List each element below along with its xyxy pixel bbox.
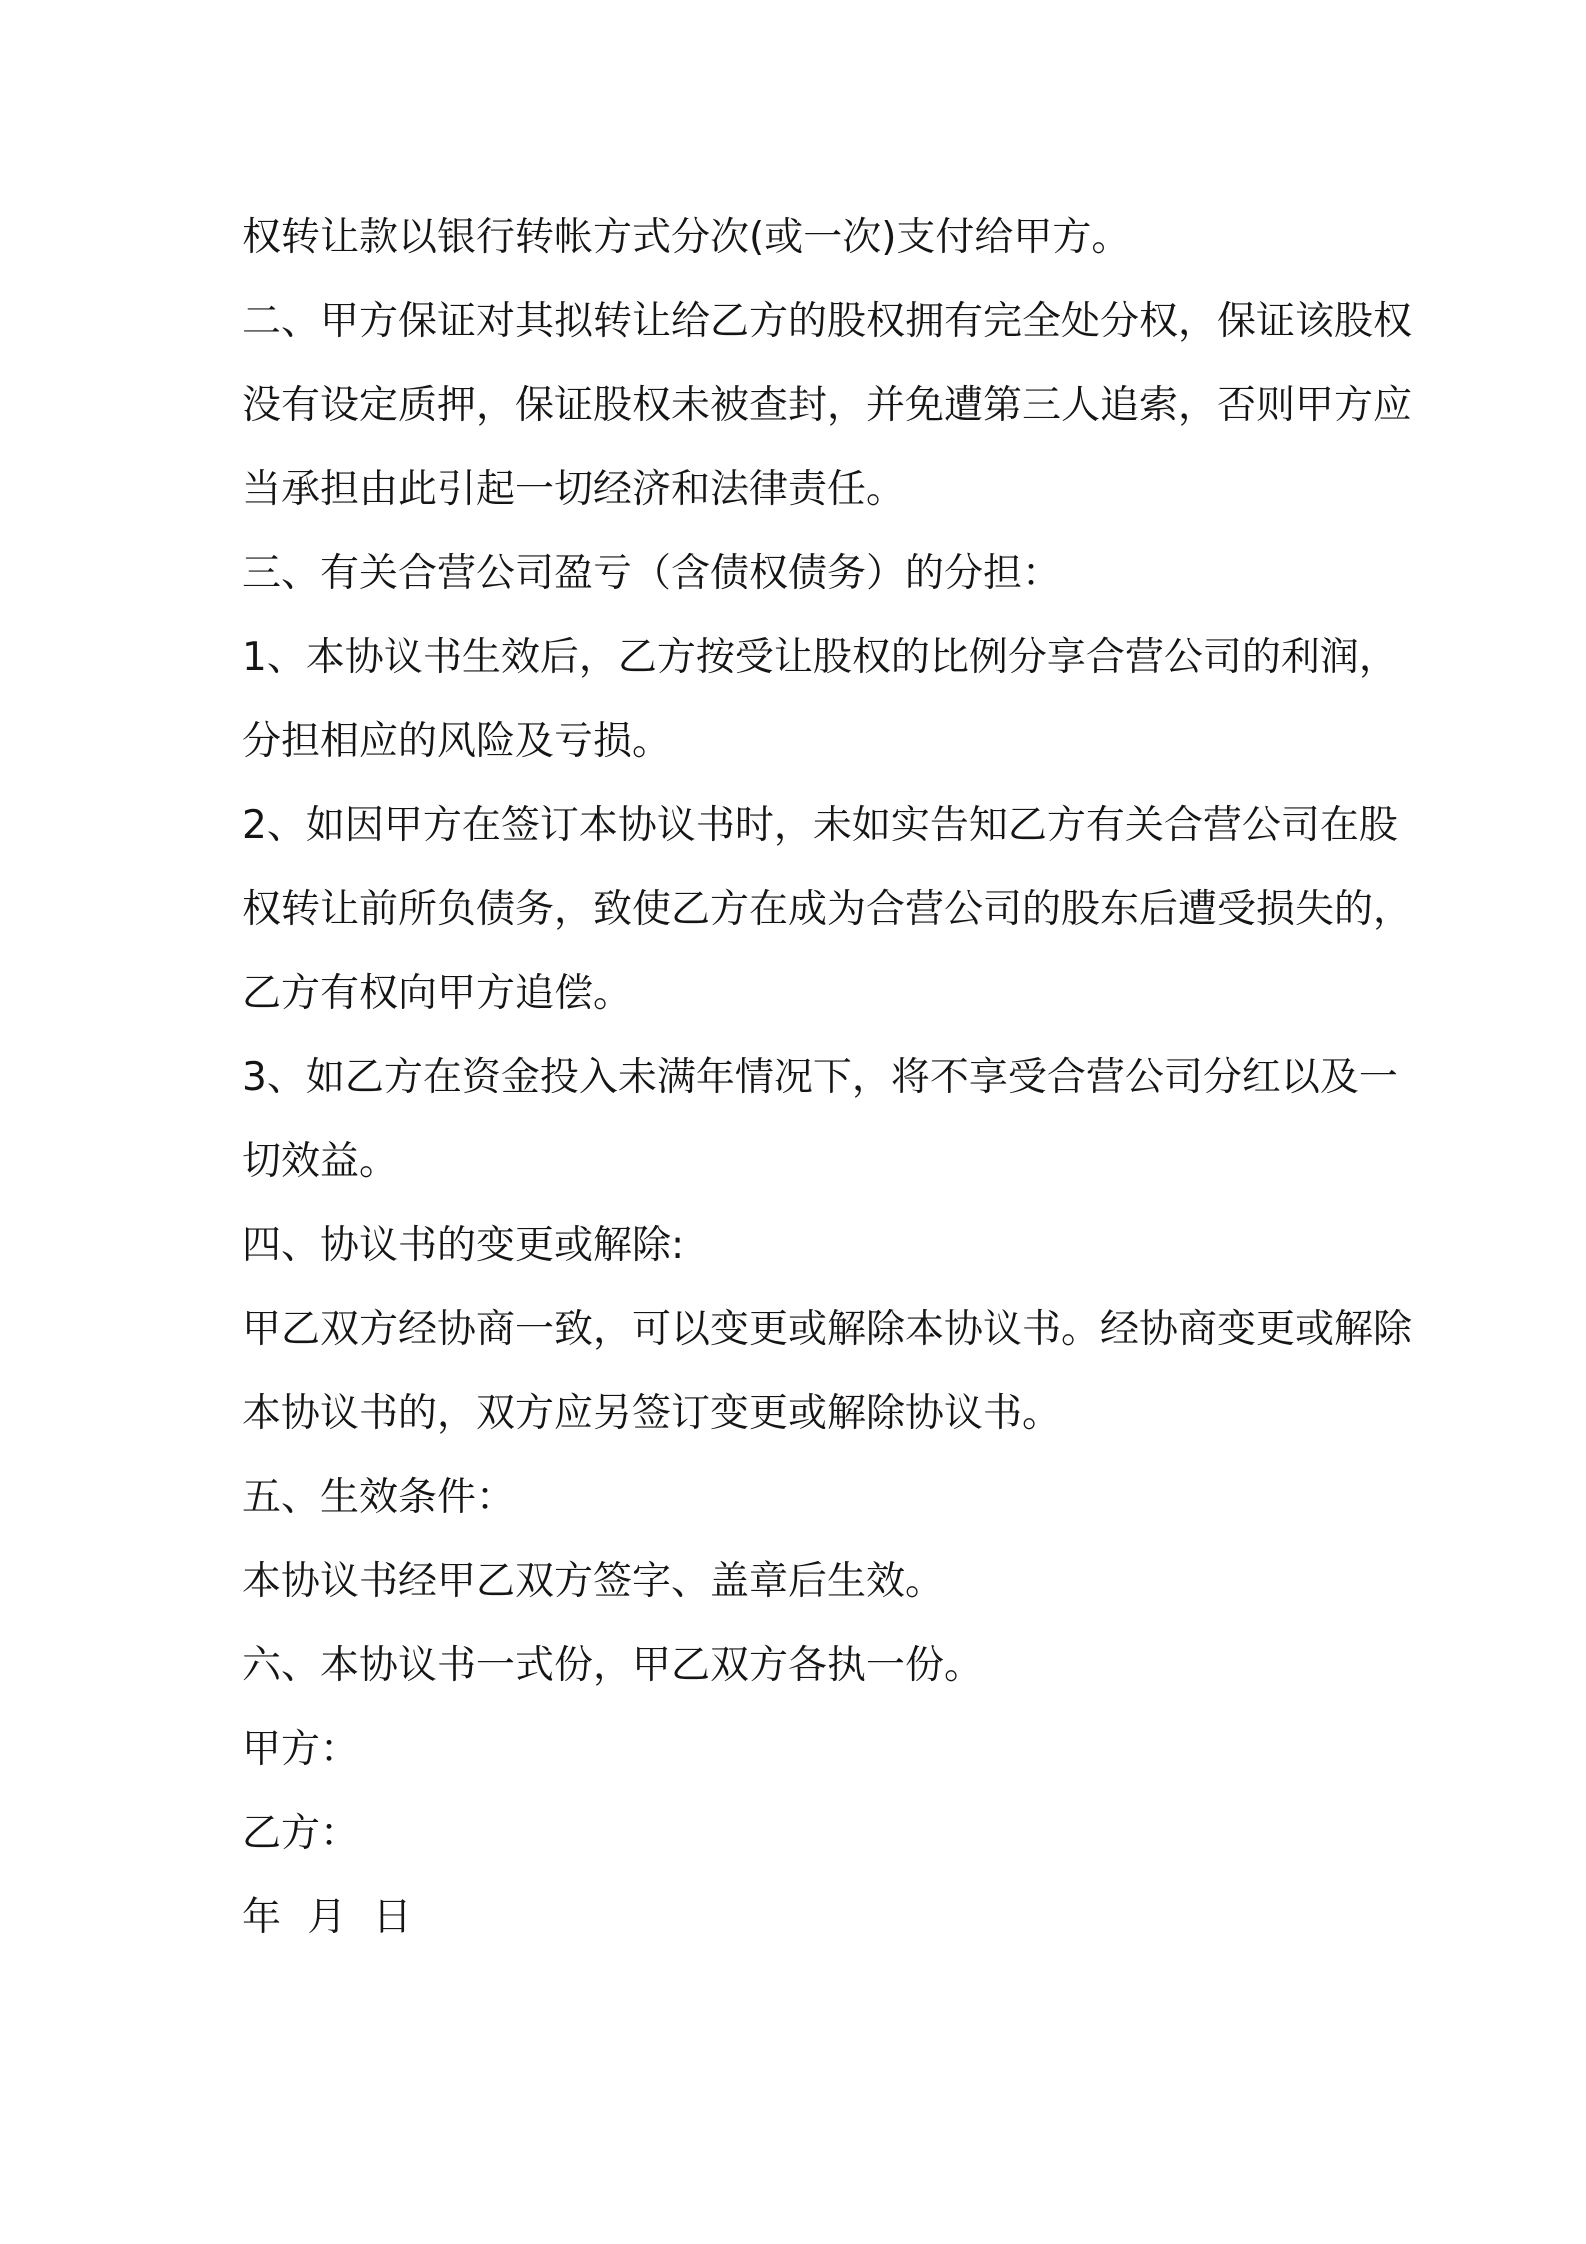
party-b-signature-label: 乙方： [242, 1811, 360, 1856]
text-line: 当承担由此引起一切经济和法律责任。 [242, 467, 906, 512]
text-line: 本协议书经甲乙双方签字、盖章后生效。 [242, 1559, 945, 1604]
section-6-line: 六、本协议书一式份，甲乙双方各执一份。 [242, 1643, 984, 1688]
text-line: 切效益。 [242, 1139, 399, 1184]
section-2-heading-line: 二、甲方保证对其拟转让给乙方的股权拥有完全处分权，保证该股权 [242, 299, 1413, 344]
clause-2-line: 2、如因甲方在签订本协议书时，未如实告知乙方有关合营公司在股 [242, 803, 1398, 848]
text-line: 权转让前所负债务，致使乙方在成为合营公司的股东后遭受损失的， [242, 887, 1413, 932]
document-body [242, 196, 1413, 1960]
clause-3-line: 3、如乙方在资金投入未满年情况下，将不享受合营公司分红以及一 [242, 1055, 1398, 1100]
section-3-heading: 三、有关合营公司盈亏（含债权债务）的分担： [242, 551, 1062, 596]
text-line: 乙方有权向甲方追偿。 [242, 971, 633, 1016]
date-line: 年 月 日 [242, 1895, 412, 1940]
section-5-heading: 五、生效条件： [242, 1475, 516, 1520]
section-4-heading: 四、协议书的变更或解除: [242, 1223, 685, 1268]
clause-1-line: 1、本协议书生效后，乙方按受让股权的比例分享合营公司的利润， [242, 635, 1398, 680]
party-a-signature-label: 甲方： [242, 1727, 360, 1772]
text-line: 本协议书的，双方应另签订变更或解除协议书。 [242, 1391, 1062, 1436]
text-line: 分担相应的风险及亏损。 [242, 719, 672, 764]
text-line: 甲乙双方经协商一致，可以变更或解除本协议书。经协商变更或解除 [242, 1307, 1413, 1352]
text-line: 权转让款以银行转帐方式分次(或一次)支付给甲方。 [242, 215, 1131, 260]
text-line: 没有设定质押，保证股权未被查封，并免遭第三人追索，否则甲方应 [242, 383, 1413, 428]
